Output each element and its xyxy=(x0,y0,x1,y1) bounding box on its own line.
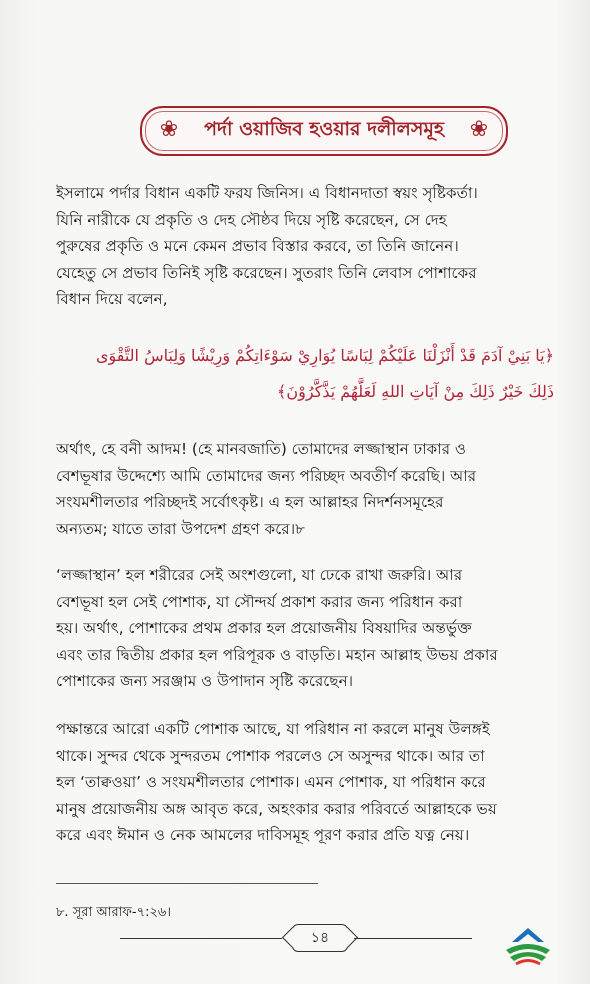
text-line: সংযমশীলতার পরিচ্ছদই সর্বোৎকৃষ্ট। এ হল আল্লাহর নিদর্শনসমূহের xyxy=(56,493,444,511)
page-number-footer xyxy=(120,928,472,948)
paragraph-intro xyxy=(56,180,556,313)
quran-verse xyxy=(58,338,554,410)
text-line: অন্যতম; যাতে তারা উপদেশ গ্রহণ করে।৮ xyxy=(56,519,306,538)
text-line: ইসলামে পর্দার বিধান একটি ফরয জিনিস। এ বিধানদাতা স্বয়ং সৃষ্টিকর্তা। xyxy=(56,184,478,202)
text-line: মানুষ প্রয়োজনীয় অঙ্গ আবৃত করে, অহংকার করার পরিবর্তে আল্লাহকে ভয় xyxy=(56,799,497,818)
text-line: বেশভূষা হল সেই পোশাক, যা সৌন্দর্য প্রকাশ করার জন্য পরিধান করা xyxy=(56,592,463,611)
page-number-box xyxy=(292,924,348,952)
arabic-line: ﴿يَا بَنِيْ آدَمَ قَدْ أَنْزَلْنَا عَلَيْكُمْ لِبَاسًا يُوَارِيْ سَوْءَاتِكُمْ وَرِيْشًا وَلِبَاسُ التَّقْوَى xyxy=(95,346,554,365)
flower-ornament-icon: ❀ xyxy=(159,117,179,142)
arabic-line: ذَلِكَ خَيْرٌ ذَلِكَ مِنْ آيَاتِ اللهِ لَعَلَّهُمْ يَذَّكَّرُوْنَ﴾ xyxy=(277,382,554,401)
paragraph-translation xyxy=(56,436,556,542)
paragraph-taqwa xyxy=(56,716,556,849)
paragraph-explanation xyxy=(56,562,556,695)
chapter-title-banner xyxy=(140,106,508,156)
text-line: পুরুষের প্রকৃতি ও মনে কেমন প্রভাব বিস্তার করবে, তা তিনি জানেন। xyxy=(56,237,459,255)
text-line: বিধান দিয়ে বলেন, xyxy=(56,290,168,308)
page-number: ১৪ xyxy=(310,930,330,946)
text-line: থাকে। সুন্দর থেকে সুন্দরতম পোশাক পরলেও সে অসুন্দর থাকে। আর তা xyxy=(56,746,485,765)
text-line: ‘লজ্জাস্থান’ হল শরীরের সেই অংশগুলো, যা ঢেকে রাখা জরুরি। আর xyxy=(56,566,463,584)
footnote-divider xyxy=(56,883,318,884)
text-line: করে এবং ঈমান ও নেক আমলের দাবিসমূহ পূরণ করার প্রতি যত্ন নেয়। xyxy=(56,826,470,844)
text-line: যিনি নারীকে যে প্রকৃতি ও দেহ সৌষ্ঠব দিয়ে সৃষ্টি করেছেন, সে দেহ xyxy=(56,210,447,229)
text-line: হল ‘তাক্বওয়া’ ও সংযমশীলতার পোশাক। এমন পোশাক, যা পরিধান করে xyxy=(56,773,486,791)
text-line: পোশাকের জন্য সরঞ্জাম ও উপাদান সৃষ্টি করেছেন। xyxy=(56,672,354,690)
publisher-logo-icon xyxy=(500,924,556,968)
flower-ornament-icon: ❀ xyxy=(469,117,489,142)
text-line: পক্ষান্তরে আরো একটি পোশাক আছে, যা পরিধান না করলে মানুষ উলঙ্গই xyxy=(56,720,490,738)
text-line: অর্থাৎ, হে বনী আদম! (হে মানবজাতি) তোমাদের লজ্জাস্থান ঢাকার ও xyxy=(56,440,467,458)
text-line: বেশভূষার উদ্দেশ্যে আমি তোমাদের জন্য পরিচ্ছদ অবতীর্ণ করেছি। আর xyxy=(56,466,477,485)
footer-rule-right xyxy=(354,938,472,939)
text-line: হয়। অর্থাৎ, পোশাকের প্রথম প্রকার হল প্রয়োজনীয় বিষয়াদির অন্তর্ভুক্ত xyxy=(56,619,472,637)
footer-rule-left xyxy=(120,938,282,939)
text-line: যেহেতু সে প্রভাব তিনিই সৃষ্টি করেছেন। সুতরাং তিনি লেবাস পোশাকের xyxy=(56,263,477,282)
footnote: ৮. সূরা আরাফ-৭:২৬। xyxy=(56,905,172,920)
text-line: এবং তার দ্বিতীয় প্রকার হল পরিপূরক ও বাড়তি। মহান আল্লাহ উভয় প্রকার xyxy=(56,645,498,664)
chapter-title: পর্দা ওয়াজিব হওয়ার দলীলসমূহ xyxy=(204,118,444,140)
